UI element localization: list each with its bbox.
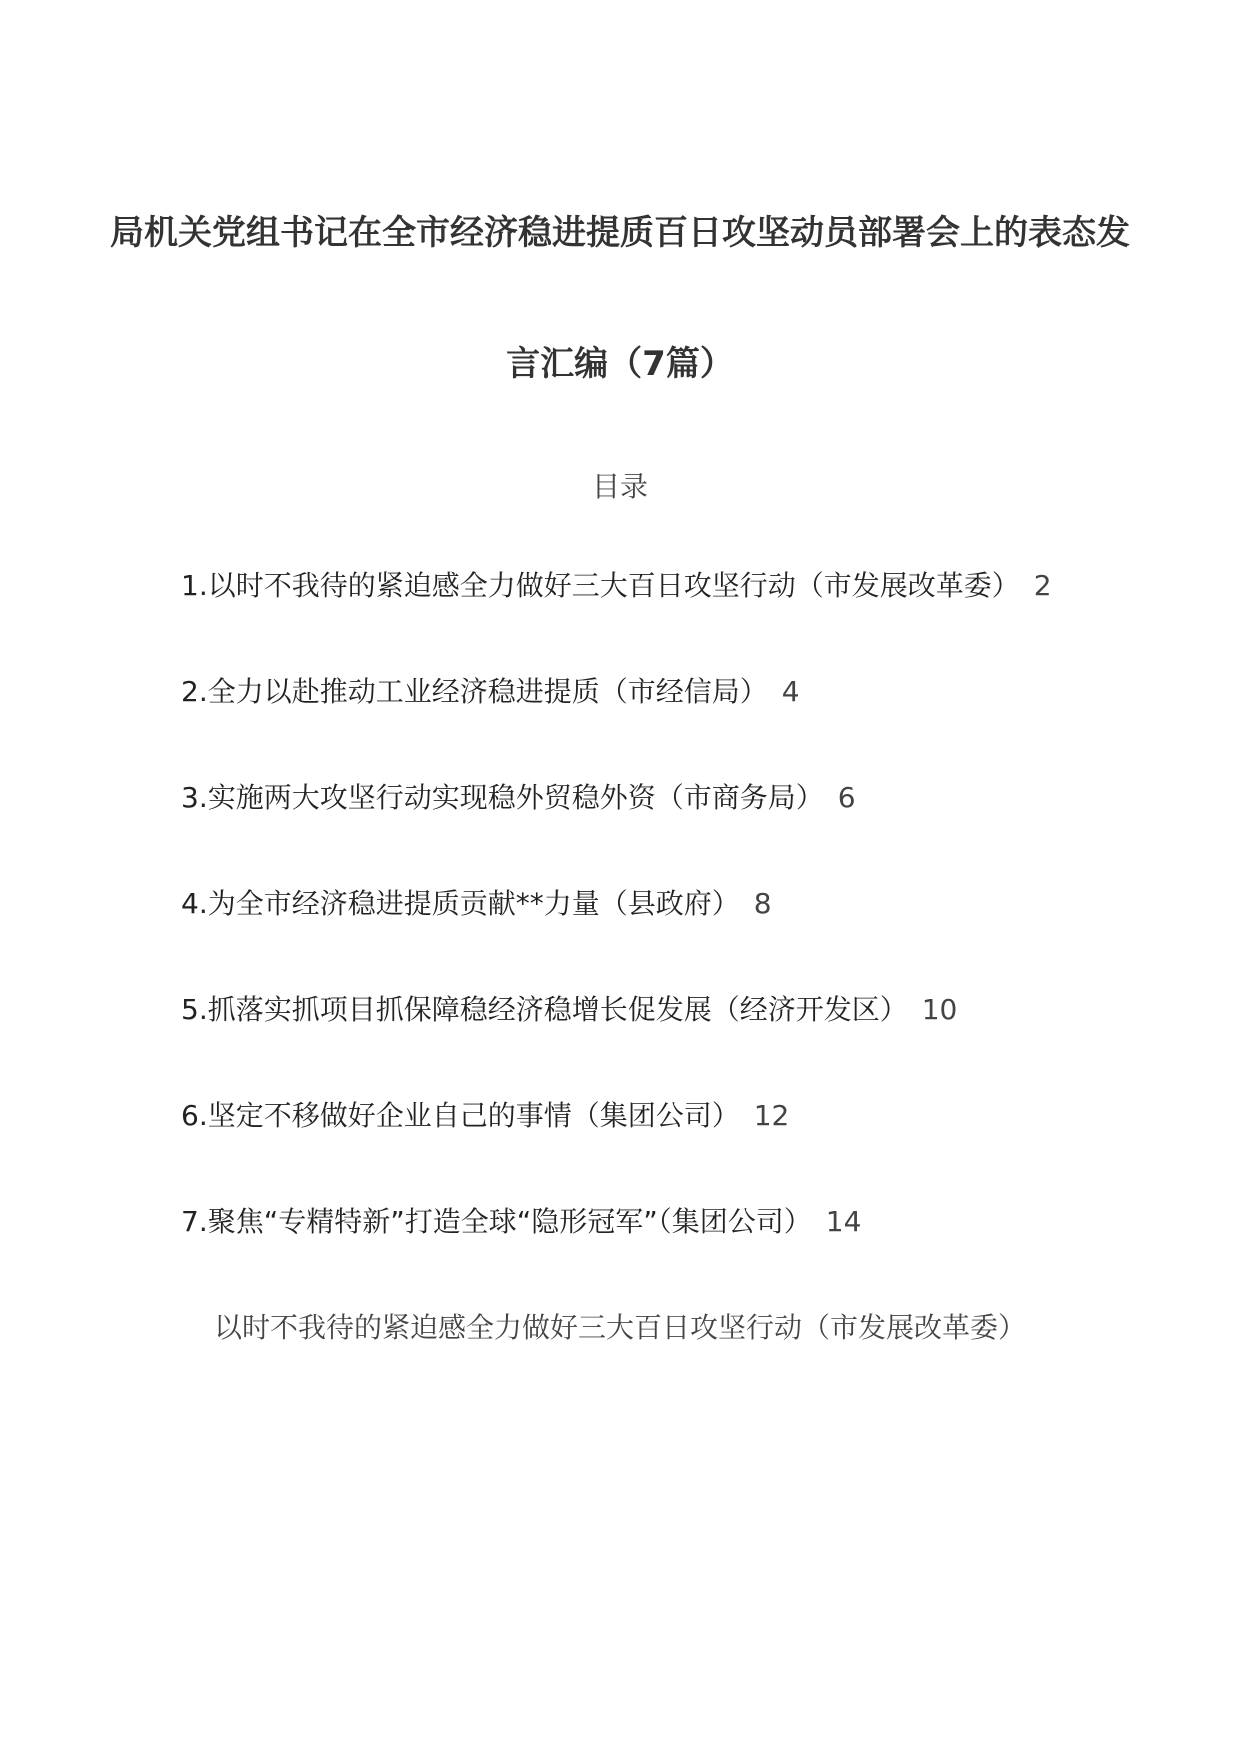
toc-heading: 目录 — [591, 470, 648, 503]
toc-item[interactable] — [181, 778, 1181, 884]
toc-item-page-number: 2 — [1033, 569, 1052, 602]
toc-item-text: 1.以时不我待的紧迫感全力做好三大百日攻坚行动（市发展改革委） — [181, 569, 1020, 602]
toc-item[interactable] — [181, 1202, 1181, 1308]
toc-item-page-number: 6 — [837, 781, 856, 814]
toc-item-text: 4.为全市经济稳进提质贡献**力量（县政府） — [181, 887, 740, 920]
toc-item-text: 7.聚焦“专精特新”打造全球“隐形冠军”（集团公司） — [181, 1205, 812, 1238]
table-of-contents — [181, 566, 1181, 1308]
section-heading: 以时不我待的紧迫感全力做好三大百日攻坚行动（市发展改革委） — [213, 1311, 1026, 1344]
toc-item-page-number: 4 — [781, 675, 800, 708]
toc-item[interactable] — [181, 990, 1181, 1096]
toc-item-text: 3.实施两大攻坚行动实现稳外贸稳外资（市商务局） — [181, 781, 824, 814]
toc-item-page-number: 12 — [753, 1099, 790, 1132]
document-title-line-2: 言汇编（7篇） — [506, 344, 734, 384]
toc-item-page-number: 8 — [753, 887, 772, 920]
toc-item[interactable] — [181, 1096, 1181, 1202]
toc-item-text: 5.抓落实抓项目抓保障稳经济稳增长促发展（经济开发区） — [181, 993, 908, 1026]
toc-item[interactable] — [181, 672, 1181, 778]
toc-item-page-number: 14 — [825, 1205, 862, 1238]
toc-item-text: 2.全力以赴推动工业经济稳进提质（市经信局） — [181, 675, 768, 708]
document-title-line-1: 局机关党组书记在全市经济稳进提质百日攻坚动员部署会上的表态发 — [110, 213, 1130, 253]
toc-item-text: 6.坚定不移做好企业自己的事情（集团公司） — [181, 1099, 740, 1132]
toc-item-page-number: 10 — [921, 993, 958, 1026]
toc-item[interactable] — [181, 566, 1181, 672]
toc-item[interactable] — [181, 884, 1181, 990]
